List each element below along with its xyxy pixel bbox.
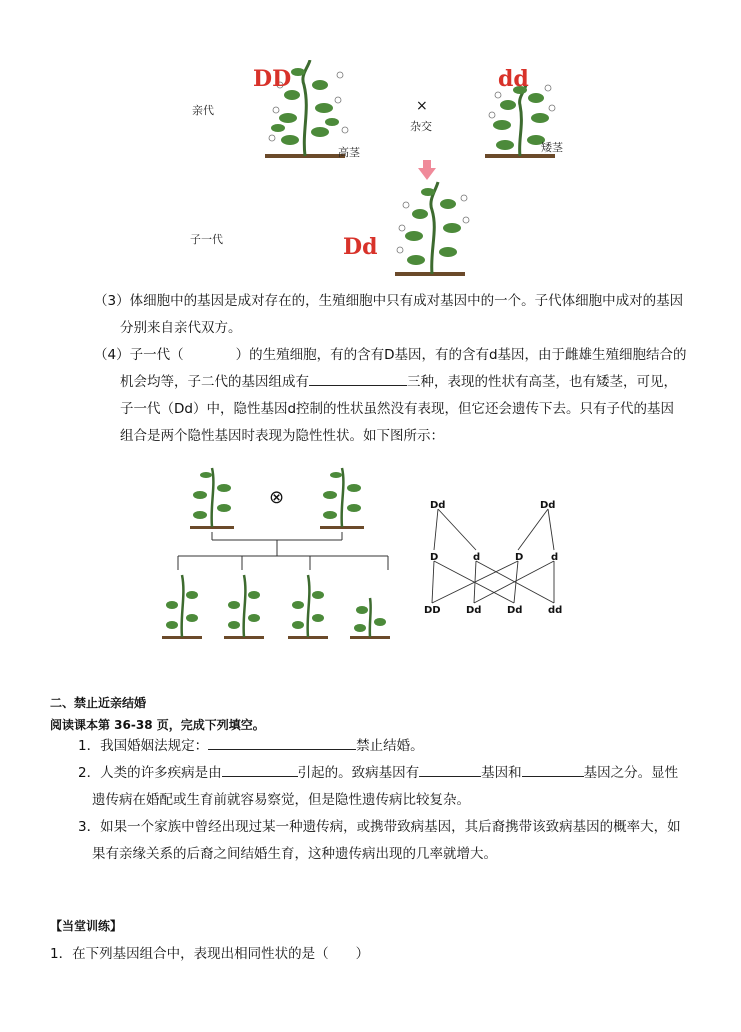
para3-line2: 分别来自亲代双方。 (120, 320, 242, 336)
genotype-dd-dominant: DD (253, 66, 292, 92)
figure-cross-diagram (180, 60, 600, 280)
gene-type2-blank[interactable] (522, 762, 584, 777)
f1-plant-image (395, 182, 469, 276)
gene-type1-blank[interactable] (419, 762, 481, 777)
f2-genotypes-blank[interactable] (309, 371, 407, 386)
offspring-genotype: DD (424, 605, 441, 616)
genotype-dd-recessive: dd (498, 66, 529, 92)
practice-question-1: 1．在下列基因组合中，表现出相同性状的是（ ） (50, 946, 370, 962)
genotype-f1: Dd (343, 234, 378, 260)
offspring-genotype: Dd (466, 605, 482, 616)
label-parent-generation: 亲代 (192, 104, 214, 117)
paragraph-4 (94, 342, 724, 450)
question-1: 1．我国婚姻法规定： 禁止结婚。 (78, 733, 424, 760)
question-2: 2．人类的许多疾病是由 引起的。致病基因有 基因和 基因之分。显性 遗传病在婚配或生育前就容易察觉，但是隐性遗传病比较复杂。 (78, 760, 718, 814)
offspring-genotype: Dd (507, 605, 523, 616)
para3-line1: （3）体细胞中的基因是成对存在的，生殖细胞中只有成对基因中的一个。子代体细胞中成对的基因 (94, 293, 684, 309)
disease-cause-blank[interactable] (222, 762, 298, 777)
cross-label: 杂交 (410, 120, 432, 133)
parent-genotype: Dd (430, 500, 446, 511)
parent-genotype: Dd (540, 500, 556, 511)
para4-line3: 子一代（Dd）中，隐性基因d控制的性状虽然没有表现，但它还会遗传下去。只有子代的基因 (120, 401, 675, 417)
marriage-law-blank[interactable] (208, 735, 356, 750)
paragraph-3 (94, 288, 714, 342)
offspring-plants (162, 575, 390, 639)
label-f1-generation: 子一代 (190, 233, 223, 246)
para4-line4: 组合是两个隐性基因时表现为隐性性状。如下图所示： (120, 428, 444, 444)
tall-stem-label: 高茎 (338, 146, 360, 159)
down-arrow-icon (418, 160, 436, 180)
gamete-genotype: d (551, 552, 559, 563)
self-cross-symbol: ⊗ (269, 487, 285, 508)
reading-instruction: 阅读课本第 36-38 页，完成下列填空。 (50, 718, 265, 732)
offspring-genotype: dd (548, 605, 563, 616)
gamete-genotype: D (515, 552, 524, 563)
section-heading: 二、禁止近亲结婚 (50, 696, 147, 710)
para4-line2: 机会均等，子二代的基因组成有 三种，表现的性状有高茎，也有矮茎，可见， (94, 369, 724, 396)
question-3: 3．如果一个家族中曾经出现过某一种遗传病，或携带致病基因，其后裔携带该致病基因的概率大，如 果有亲缘关系的后裔之间结婚生育，这种遗传病出现的几率就增大。 (78, 819, 681, 862)
gamete-genotype: d (473, 552, 481, 563)
para4-line1: （4）子一代（ ）的生殖细胞，有的含有D基因，有的含有d基因，由于雌雄生殖细胞结合的 (94, 347, 687, 363)
parent-plant-right (320, 468, 364, 529)
practice-heading: 【当堂训练】 (50, 919, 123, 933)
short-stem-label: 矮茎 (541, 141, 563, 154)
plant-illustrations (180, 60, 600, 280)
gamete-genotype: D (430, 552, 439, 563)
parent-plant-left (190, 468, 234, 529)
cross-symbol: × (416, 98, 428, 114)
